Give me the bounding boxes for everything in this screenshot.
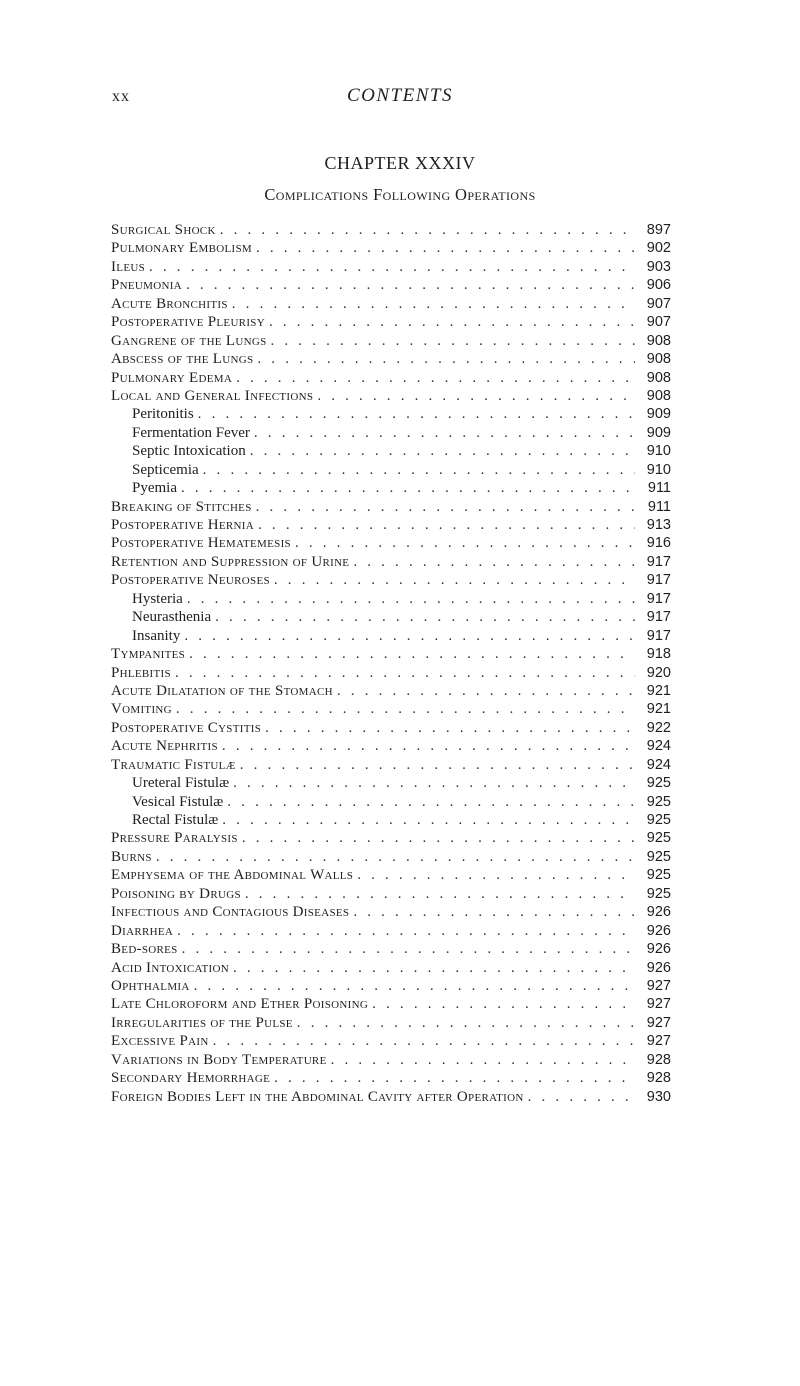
dot-leader (274, 1069, 635, 1087)
dot-leader (215, 608, 635, 626)
toc-entry-title: Postoperative Cystitis (111, 719, 262, 736)
dot-leader (222, 811, 635, 829)
toc-entry-title: Vesical Fistulæ (132, 793, 224, 810)
toc-entry-title: Postoperative Pleurisy (111, 314, 265, 331)
toc-entry-page: 926 (646, 922, 671, 939)
dot-leader (182, 940, 635, 958)
toc-entry-page: 921 (646, 682, 671, 699)
dot-leader (240, 756, 635, 774)
toc-entry-page: 917 (646, 609, 671, 626)
toc-entry (111, 534, 671, 552)
toc-entry (111, 295, 671, 313)
toc-entry-page: 910 (646, 443, 671, 460)
toc-entry-page: 906 (646, 277, 671, 294)
toc-entry-title: Vomiting (111, 701, 172, 718)
toc-entry-page: 911 (647, 480, 671, 497)
table-of-contents (111, 221, 671, 1106)
toc-entry-page: 902 (646, 240, 671, 257)
toc-entry-title: Pulmonary Edema (111, 369, 233, 386)
toc-entry-title: Late Chloroform and Ether Poisoning (111, 996, 369, 1013)
toc-entry-title: Fermentation Fever (132, 424, 250, 441)
toc-entry-title: Abscess of the Lungs (111, 351, 254, 368)
toc-entry-page: 925 (646, 812, 671, 828)
toc-entry-title: Excessive Pain (111, 1033, 209, 1050)
toc-entry (111, 516, 671, 534)
toc-entry-page: 927 (646, 996, 671, 1013)
toc-entry (111, 276, 671, 294)
toc-entry-page: 927 (646, 1014, 671, 1031)
toc-entry-title: Acute Bronchitis (111, 295, 228, 312)
toc-entry (111, 498, 671, 516)
dot-leader (274, 571, 635, 589)
toc-entry (111, 553, 671, 571)
toc-entry (111, 369, 671, 387)
toc-entry-title: Emphysema of the Abdominal Walls (111, 867, 354, 884)
dot-leader (250, 442, 635, 460)
toc-entry-page: 926 (646, 941, 671, 958)
toc-subentry (111, 608, 671, 626)
dot-leader (257, 350, 635, 368)
dot-leader (189, 645, 635, 663)
toc-subentry (111, 424, 671, 442)
toc-entry (111, 995, 671, 1013)
toc-entry (111, 571, 671, 589)
toc-entry (111, 866, 671, 884)
toc-entry (111, 977, 671, 995)
dot-leader (295, 534, 635, 552)
toc-entry-title: Septicemia (132, 461, 199, 478)
toc-entry-title: Burns (111, 848, 152, 865)
dot-leader (194, 977, 635, 995)
toc-entry-page: 917 (646, 572, 671, 589)
dot-leader (198, 405, 635, 423)
toc-entry-page: 903 (646, 258, 671, 275)
toc-entry-page: 920 (646, 664, 671, 681)
chapter-title: CHAPTER XXXIV (324, 153, 476, 173)
dot-leader (232, 295, 635, 313)
toc-entry (111, 350, 671, 368)
toc-entry (111, 719, 671, 737)
toc-entry-page: 907 (646, 295, 671, 312)
toc-entry-title: Foreign Bodies Left in the Abdominal Cavity after Operation (111, 1088, 524, 1105)
dot-leader (372, 995, 635, 1013)
toc-entry-page: 928 (646, 1070, 671, 1087)
dot-leader (254, 424, 635, 442)
toc-entry-title: Pressure Paralysis (111, 830, 238, 847)
dot-leader (256, 239, 635, 257)
dot-leader (337, 682, 635, 700)
toc-entry-page: 917 (646, 627, 671, 644)
toc-entry-page: 925 (646, 848, 671, 865)
toc-entry-page: 917 (646, 553, 671, 570)
toc-entry (111, 737, 671, 755)
running-head: CONTENTS (347, 85, 453, 106)
dot-leader (271, 332, 636, 350)
dot-leader (357, 866, 635, 884)
toc-entry-title: Infectious and Contagious Diseases (111, 904, 350, 921)
toc-entry-title: Pneumonia (111, 277, 182, 294)
toc-entry-title: Local and General Infections (111, 387, 314, 404)
toc-entry-title: Peritonitis (132, 406, 194, 423)
dot-leader (528, 1088, 635, 1106)
toc-entry-title: Diarrhea (111, 922, 174, 939)
toc-entry-title: Phlebitis (111, 664, 171, 681)
toc-entry-page: 922 (646, 719, 671, 736)
toc-entry (111, 387, 671, 405)
toc-entry (111, 1032, 671, 1050)
toc-entry-page: 916 (646, 535, 671, 552)
toc-entry-page: 909 (646, 424, 671, 441)
toc-entry (111, 700, 671, 718)
toc-entry-title: Gangrene of the Lungs (111, 332, 267, 349)
toc-entry (111, 1088, 671, 1106)
dot-leader (297, 1014, 635, 1032)
toc-entry (111, 922, 671, 940)
toc-entry-page: 908 (646, 351, 671, 368)
toc-subentry (111, 461, 671, 479)
toc-entry (111, 903, 671, 921)
dot-leader (222, 737, 635, 755)
toc-entry-title: Irregularities of the Pulse (111, 1014, 293, 1031)
toc-entry-title: Rectal Fistulæ (132, 812, 219, 828)
toc-entry-page: 908 (646, 369, 671, 386)
toc-entry-title: Poisoning by Drugs (111, 885, 241, 902)
toc-entry-page: 925 (646, 793, 671, 810)
toc-entry-title: Acute Nephritis (111, 738, 218, 755)
toc-entry-page: 918 (646, 646, 671, 663)
toc-entry-title: Secondary Hemorrhage (111, 1070, 271, 1087)
dot-leader (233, 959, 635, 977)
toc-entry (111, 940, 671, 958)
toc-entry (111, 829, 671, 847)
toc-entry-title: Surgical Shock (111, 222, 216, 238)
dot-leader (227, 793, 635, 811)
toc-entry (111, 1014, 671, 1032)
toc-subentry (111, 405, 671, 423)
toc-entry-page: 924 (646, 738, 671, 755)
toc-entry-title: Acid Intoxication (111, 959, 229, 976)
dot-leader (233, 774, 635, 792)
toc-entry (111, 645, 671, 663)
toc-entry-title: Postoperative Hernia (111, 517, 255, 533)
chapter-subtitle: Complications Following Operations (264, 185, 536, 204)
dot-leader (176, 700, 635, 718)
toc-entry-page: 925 (646, 867, 671, 884)
dot-leader (149, 258, 635, 276)
toc-entry-page: 911 (647, 498, 671, 515)
toc-entry (111, 313, 671, 331)
toc-entry-page: 927 (646, 1033, 671, 1050)
toc-entry-title: Neurasthenia (132, 609, 212, 626)
toc-entry-page: 910 (646, 461, 671, 478)
toc-entry-page: 908 (646, 332, 671, 349)
toc-entry-page: 927 (646, 977, 671, 994)
toc-entry-page: 913 (646, 517, 671, 533)
dot-leader (186, 276, 635, 294)
toc-entry-title: Insanity (132, 627, 181, 644)
dot-leader (236, 369, 635, 387)
toc-entry-page: 925 (646, 885, 671, 902)
toc-entry-page: 908 (646, 387, 671, 404)
page-header (0, 85, 800, 118)
toc-entry-title: Pyemia (132, 480, 177, 497)
toc-subentry (111, 627, 671, 645)
toc-entry-title: Variations in Body Temperature (111, 1051, 327, 1068)
dot-leader (265, 719, 635, 737)
toc-entry-title: Septic Intoxication (132, 443, 246, 460)
toc-entry (111, 258, 671, 276)
toc-entry-title: Ureteral Fistulæ (132, 775, 230, 792)
toc-entry-page: 926 (646, 959, 671, 976)
toc-entry-title: Postoperative Hematemesis (111, 535, 291, 552)
toc-subentry (111, 774, 671, 792)
toc-entry (111, 239, 671, 257)
toc-entry-page: 930 (646, 1088, 671, 1105)
toc-entry-page: 926 (646, 904, 671, 921)
toc-entry-page: 907 (646, 314, 671, 331)
dot-leader (156, 848, 635, 866)
toc-entry-title: Breaking of Stitches (111, 498, 252, 515)
toc-entry (111, 664, 671, 682)
toc-entry-title: Ileus (111, 258, 145, 275)
toc-entry-page: 917 (646, 590, 671, 607)
toc-entry-title: Hysteria (132, 590, 183, 607)
toc-entry (111, 1069, 671, 1087)
dot-leader (317, 387, 635, 405)
dot-leader (258, 516, 635, 534)
toc-entry-title: Traumatic Fistulæ (111, 756, 236, 773)
toc-entry-page: 909 (646, 406, 671, 423)
toc-subentry (111, 590, 671, 608)
toc-entry-page: 924 (646, 756, 671, 773)
toc-subentry (111, 479, 671, 497)
dot-leader (213, 1032, 635, 1050)
dot-leader (353, 553, 635, 571)
toc-entry-title: Retention and Suppression of Urine (111, 553, 350, 570)
toc-entry-title: Acute Dilatation of the Stomach (111, 682, 333, 699)
toc-entry-title: Tympanites (111, 646, 186, 663)
toc-entry-page: 921 (646, 701, 671, 718)
dot-leader (175, 664, 635, 682)
dot-leader (203, 461, 635, 479)
toc-subentry (111, 811, 671, 829)
toc-subentry (111, 793, 671, 811)
toc-subentry (111, 442, 671, 460)
toc-entry (111, 332, 671, 350)
dot-leader (220, 221, 635, 239)
dot-leader (245, 885, 635, 903)
toc-entry-title: Ophthalmia (111, 977, 190, 994)
toc-entry-page: 925 (646, 830, 671, 847)
dot-leader (353, 903, 635, 921)
dot-leader (269, 313, 635, 331)
toc-entry-page: 928 (646, 1051, 671, 1068)
dot-leader (181, 479, 635, 497)
toc-entry (111, 848, 671, 866)
dot-leader (256, 498, 635, 516)
toc-entry-title: Postoperative Neuroses (111, 572, 270, 589)
toc-entry (111, 885, 671, 903)
dot-leader (331, 1051, 635, 1069)
toc-entry-page: 897 (646, 222, 671, 238)
page-number: xx (112, 88, 130, 105)
dot-leader (187, 590, 635, 608)
toc-entry-page: 925 (646, 775, 671, 792)
toc-entry (111, 756, 671, 774)
dot-leader (242, 829, 635, 847)
dot-leader (184, 627, 635, 645)
dot-leader (177, 922, 635, 940)
toc-entry-title: Pulmonary Embolism (111, 240, 252, 257)
toc-entry (111, 682, 671, 700)
toc-entry (111, 959, 671, 977)
toc-entry-title: Bed-sores (111, 941, 178, 958)
toc-entry (111, 1051, 671, 1069)
toc-entry (111, 221, 671, 239)
